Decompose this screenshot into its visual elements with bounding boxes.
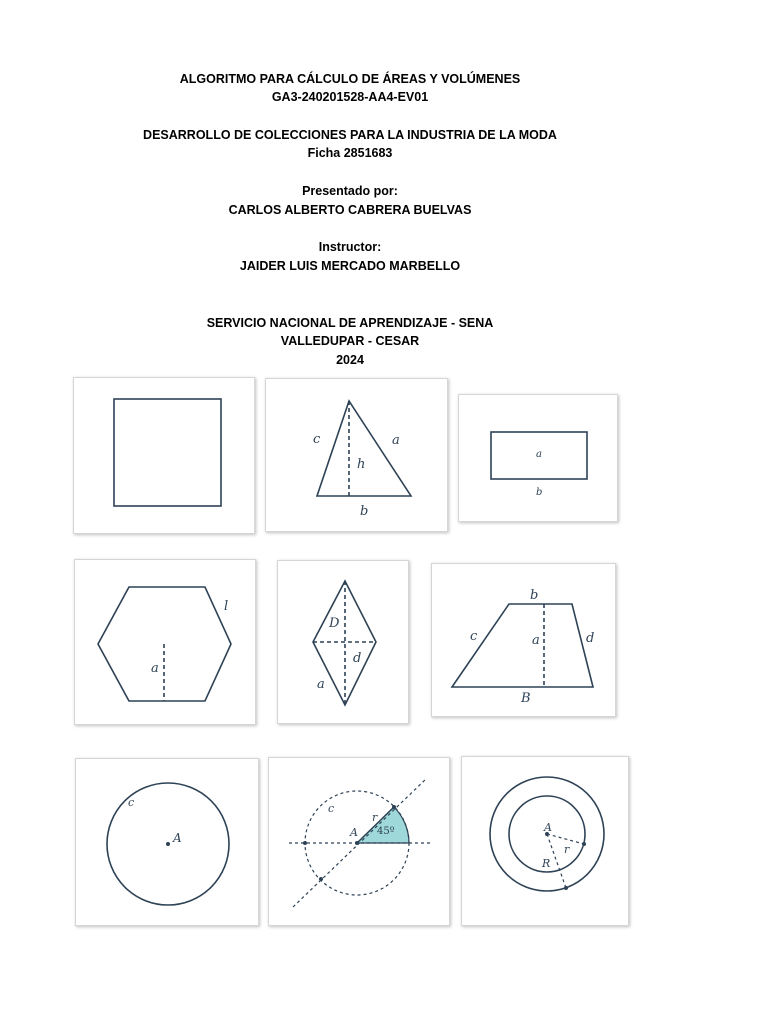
annulus-inner-point — [582, 842, 586, 846]
annulus-outer-point — [564, 886, 568, 890]
trapezoid-diagram — [432, 564, 615, 716]
annulus-label-r: r — [564, 843, 570, 856]
triangle-diagram — [266, 379, 447, 531]
hexagon-label-l: l — [224, 599, 229, 614]
circle-label-c: c — [128, 796, 135, 809]
trapezoid-label-c: c — [470, 629, 478, 644]
rectangle-label-b: b — [536, 487, 543, 498]
triangle-label-b: b — [360, 504, 369, 519]
sector-highlight — [357, 807, 409, 843]
triangle-shape — [317, 401, 411, 496]
triangle-label-a: a — [392, 433, 400, 448]
trapezoid-label-B: B — [521, 691, 531, 706]
rhombus-label-a: a — [317, 677, 325, 692]
trapezoid-label-d: d — [586, 631, 595, 646]
ficha-number: Ficha 2851683 — [307, 146, 393, 160]
sector-diagram — [269, 758, 449, 925]
instructor-name: JAIDER LUIS MERCADO MARBELLO — [239, 259, 461, 273]
annulus-figure — [461, 756, 629, 926]
circle-diagram — [76, 759, 258, 925]
presented-by-label: Presentado por: — [302, 184, 398, 198]
rhombus-label-D: D — [329, 616, 340, 631]
hexagon-diagram — [75, 560, 255, 724]
sector-label-c: c — [328, 802, 335, 815]
annulus-diagram — [462, 757, 628, 925]
hexagon-label-a: a — [151, 661, 159, 676]
trapezoid-label-b: b — [530, 588, 539, 603]
instructor-label: Instructor: — [318, 240, 382, 254]
sector-center-dot — [355, 841, 359, 845]
annulus-label-A: A — [544, 821, 552, 834]
rhombus-figure — [277, 560, 409, 724]
trapezoid-label-a: a — [532, 633, 540, 648]
rectangle-figure — [458, 394, 618, 522]
trapezoid-shape — [452, 604, 593, 687]
sector-lower-point — [319, 877, 323, 881]
rhombus-diagram — [278, 561, 408, 723]
circle-center-dot — [166, 842, 170, 846]
circle-label-A: A — [173, 831, 182, 845]
program-name: DESARROLLO DE COLECCIONES PARA LA INDUSTRIA DE LA MODA — [143, 128, 557, 142]
institution-name: SERVICIO NACIONAL DE APRENDIZAJE - SENA — [206, 316, 494, 330]
sector-label-r: r — [372, 811, 378, 824]
sector-label-A: A — [350, 826, 358, 839]
hexagon-figure — [74, 559, 256, 725]
trapezoid-figure — [431, 563, 616, 717]
triangle-label-h: h — [357, 457, 366, 472]
location: VALLEDUPAR - CESAR — [280, 334, 420, 348]
circle-figure — [75, 758, 259, 926]
sector-radius-point — [392, 805, 396, 809]
sector-left-point — [303, 841, 307, 845]
triangle-label-c: c — [313, 432, 321, 447]
sector-figure — [268, 757, 450, 926]
document-title: ALGORITMO PARA CÁLCULO DE ÁREAS Y VOLÚMENES — [179, 72, 521, 86]
square-diagram — [74, 378, 254, 533]
rhombus-label-d: d — [353, 651, 362, 666]
rectangle-label-a: a — [536, 449, 542, 460]
triangle-figure — [265, 378, 448, 532]
document-code: GA3-240201528-AA4-EV01 — [271, 90, 429, 104]
author-name: CARLOS ALBERTO CABRERA BUELVAS — [228, 203, 472, 217]
sector-angle-label: 45º — [377, 826, 395, 837]
annulus-label-R: R — [542, 857, 551, 870]
square-shape — [114, 399, 221, 506]
rectangle-diagram — [459, 395, 617, 521]
year: 2024 — [336, 353, 364, 367]
square-figure — [73, 377, 255, 534]
